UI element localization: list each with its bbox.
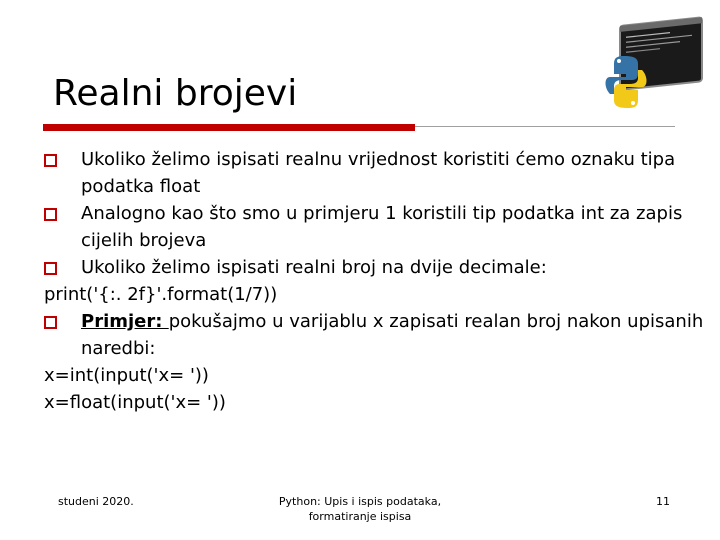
footer-topic-line2: formatiranje ispisa [308,510,412,523]
bullet-text-decimals: Ukoliko želimo ispisati realni broj na dvije decimale: [81,257,547,278]
bullet-text-int: Analogno kao što smo u primjeru 1 koristili tip podatka int za zapis cijelih brojeva [81,203,683,251]
python-logo-icon [600,14,704,114]
code-line-int: x=int(input('x= ')) [44,365,209,386]
slide-title: Realni brojevi [53,73,298,114]
bullet-text-float: Ukoliko želimo ispisati realnu vrijednost koristiti ćemo oznaku tipa podatka float [81,149,676,197]
footer-topic-line1: Python: Upis i ispis podataka, [278,495,442,508]
footer-date: studeni 2020. [58,495,134,508]
title-underline-accent [43,124,415,131]
bullet-item [44,308,704,362]
square-bullet-icon [44,208,57,221]
bullet-text-example: pokušajmo u varijablu x zapisati realan broj nakon upisanih naredbi: [81,311,704,359]
square-bullet-icon [44,154,57,167]
footer-topic [255,494,465,524]
code-line-float: x=float(input('x= ')) [44,392,226,413]
bullet-item [44,254,704,281]
footer-page-number: 11 [656,495,670,508]
bullet-item [44,146,704,200]
slide-content [44,146,704,416]
example-label: Primjer: [81,311,169,332]
square-bullet-icon [44,316,57,329]
bullet-item [44,200,704,254]
title-underline-rule [415,126,675,127]
code-line-print: print('{:. 2f}'.format(1/7)) [44,284,278,305]
square-bullet-icon [44,262,57,275]
